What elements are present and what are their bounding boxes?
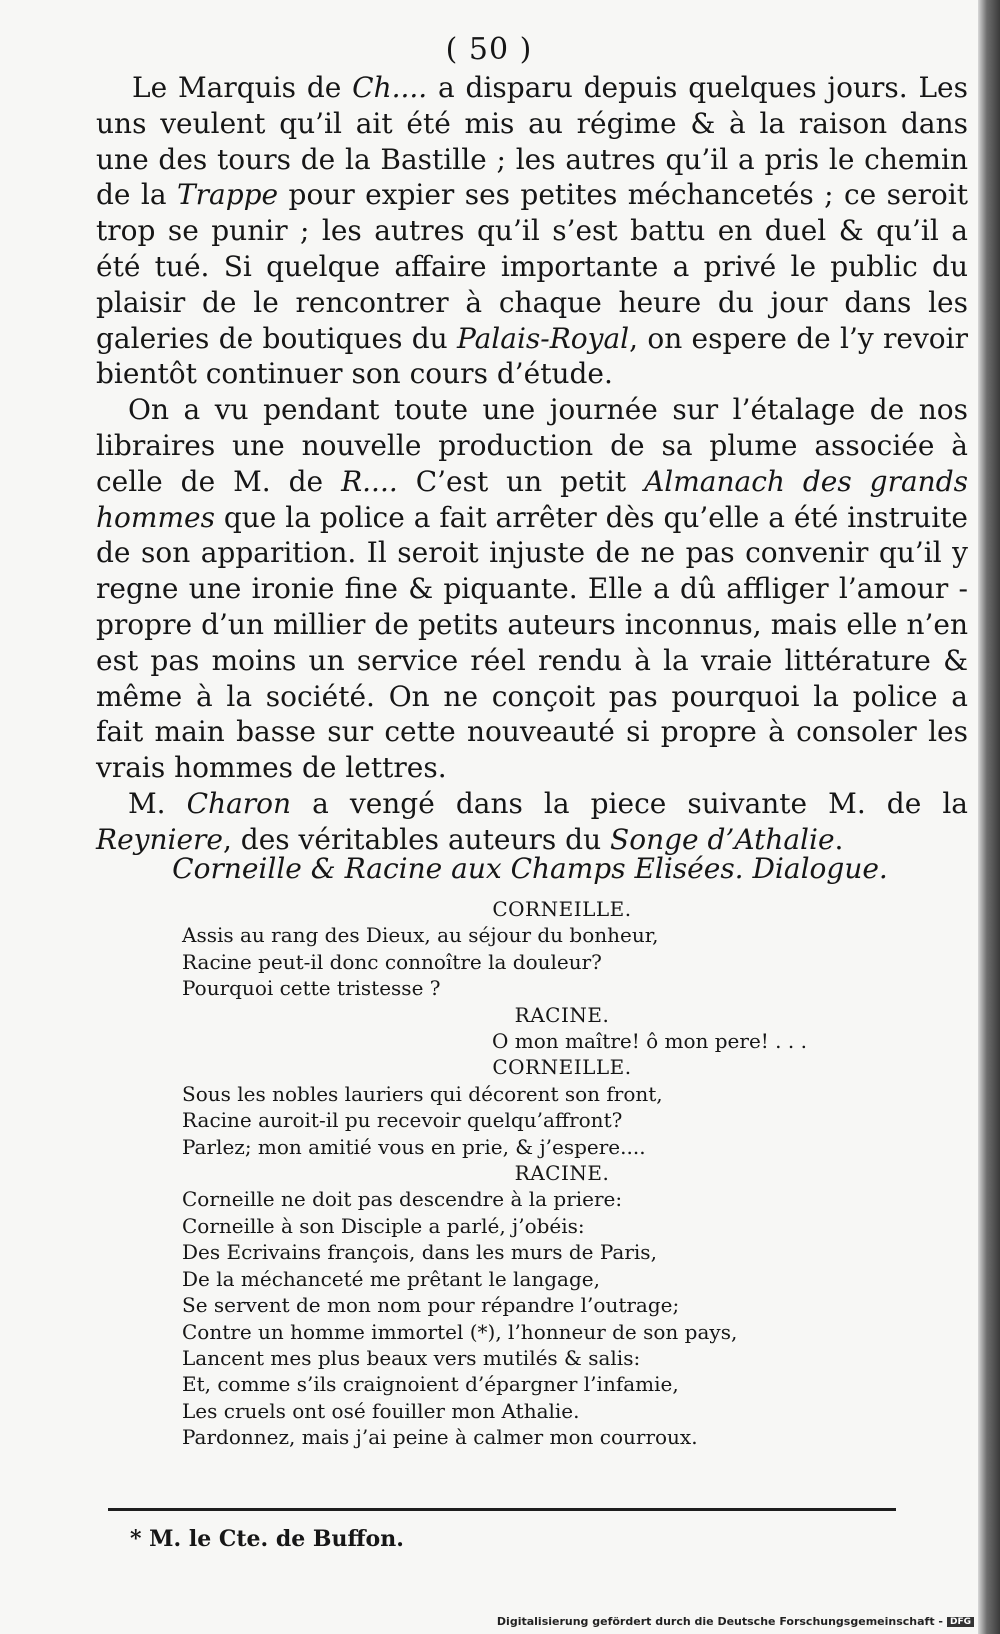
verse-line: Corneille ne doit pas descendre à la priere:	[182, 1187, 623, 1212]
verse-line: Se servent de mon nom pour répandre l’outrage;	[182, 1293, 680, 1318]
speaker-name: CORNEILLE.	[492, 897, 632, 921]
italic-text: Trappe	[176, 178, 279, 212]
speaker-name: RACINE.	[514, 1161, 610, 1186]
text-run: , on espere de l’y revoir bientôt continuer son cours d’étude.	[96, 321, 968, 391]
verse-line: Racine peut-il donc connoître la douleur?	[182, 949, 602, 974]
verse-line: Racine auroit-il pu recevoir quelqu’affront?	[182, 1108, 623, 1133]
speaker-name: RACINE.	[514, 1002, 610, 1027]
text-run: .	[834, 822, 844, 856]
text-run: a vengé dans la piece suivante M. de la	[291, 786, 968, 820]
verse-line: Lancent mes plus beaux vers mutilés & salis:	[182, 1345, 641, 1370]
verse-line: Des Ecrivains françois, dans les murs de Paris,	[182, 1240, 657, 1265]
book-spine-edge	[978, 0, 1000, 1634]
italic-text: Reyniere	[96, 822, 223, 856]
verse-line: O mon maître! ô mon pere! . . .	[492, 1029, 807, 1054]
verse-line: Pourquoi cette tristesse ?	[182, 976, 441, 1001]
verse-line: Assis au rang des Dieux, au séjour du bonheur,	[182, 923, 659, 948]
italic-text: Palais-Royal	[457, 321, 630, 355]
verse-line: Les cruels ont osé fouiller mon Athalie.	[182, 1398, 580, 1423]
italic-text: Ch....	[352, 71, 428, 104]
verse-line: Corneille à son Disciple a parlé, j’obéis:	[182, 1213, 585, 1238]
verse-line: Parlez; mon amitié vous en prie, & j’espere....	[182, 1134, 646, 1159]
italic-text: R....	[341, 464, 398, 498]
verse-line: Sous les nobles lauriers qui décorent son front,	[182, 1081, 663, 1106]
verse-line: Contre un homme immortel (*), l’honneur de son pays,	[182, 1319, 738, 1344]
verse-line: Et, comme s’ils craignoient d’épargner l’infamie,	[182, 1372, 679, 1397]
paragraph	[96, 70, 968, 392]
footnote-rule	[108, 1508, 896, 1511]
paragraph	[96, 392, 968, 786]
prose-body	[96, 70, 968, 858]
text-run: que la police a fait arrêter dès qu’elle a été instruite de son apparition. Il seroit injuste de ne pas convenir qu’il y regne une ironie fine & piquante. Elle a dû affliger l’amour - propre d’un millier de petits auteurs inconnus, mais elle n’en est pas moins un service réel rendu à la vraie littérature & même à la société. On ne conçoit pas pourquoi la police a fait main basse sur cette nouveauté si propre à consoler les vrais hommes de lettres.	[96, 500, 968, 785]
text-run: pour expier ses petites méchancetés ; ce seroit trop se punir ; les autres qu’il s’est battu en duel & qu’il a été tué. Si quelque affaire importante a privé le public du plaisir de le rencontrer à chaque heure du jour dans les galeries de boutiques du	[96, 178, 968, 355]
dialogue-verse	[182, 896, 902, 1451]
credit-text: Digitalisierung gefördert durch die Deutsche Forschungsgemeinschaft -	[496, 1615, 943, 1628]
text-run: , des véritables auteurs du	[222, 822, 611, 856]
digitization-credit	[497, 1615, 974, 1628]
italic-text: Charon	[186, 786, 292, 820]
verse-line: De la méchanceté me prêtant le langage,	[182, 1266, 600, 1291]
text-run: C’est un petit	[397, 464, 645, 498]
dfg-logo: DFG	[947, 1617, 974, 1627]
speaker-name: CORNEILLE.	[492, 1055, 632, 1080]
text-run: a disparu depuis quelques jours. Les uns veulent qu’il ait été mis au régime & à la raison dans une des tours de la Bastille ; les autres qu’il a pris le chemin de la	[96, 71, 968, 212]
page-number: ( 50 )	[445, 32, 533, 67]
dialogue-title: Corneille & Racine aux Champs Elisées. Dialogue.	[172, 852, 888, 885]
italic-text: Almanach des grands hommes	[96, 464, 968, 534]
footnote: * M. le Cte. de Buffon.	[130, 1526, 404, 1552]
paragraph	[96, 786, 968, 858]
text-run: M.	[128, 786, 187, 820]
italic-text: Songe d’Athalie	[610, 822, 835, 856]
text-run: Le Marquis de	[132, 71, 353, 104]
text-run: On a vu pendant toute une journée sur l’étalage de nos libraires une nouvelle production de sa plume associée à celle de M. de	[96, 393, 968, 498]
verse-line: Pardonnez, mais j’ai peine à calmer mon courroux.	[182, 1425, 698, 1450]
